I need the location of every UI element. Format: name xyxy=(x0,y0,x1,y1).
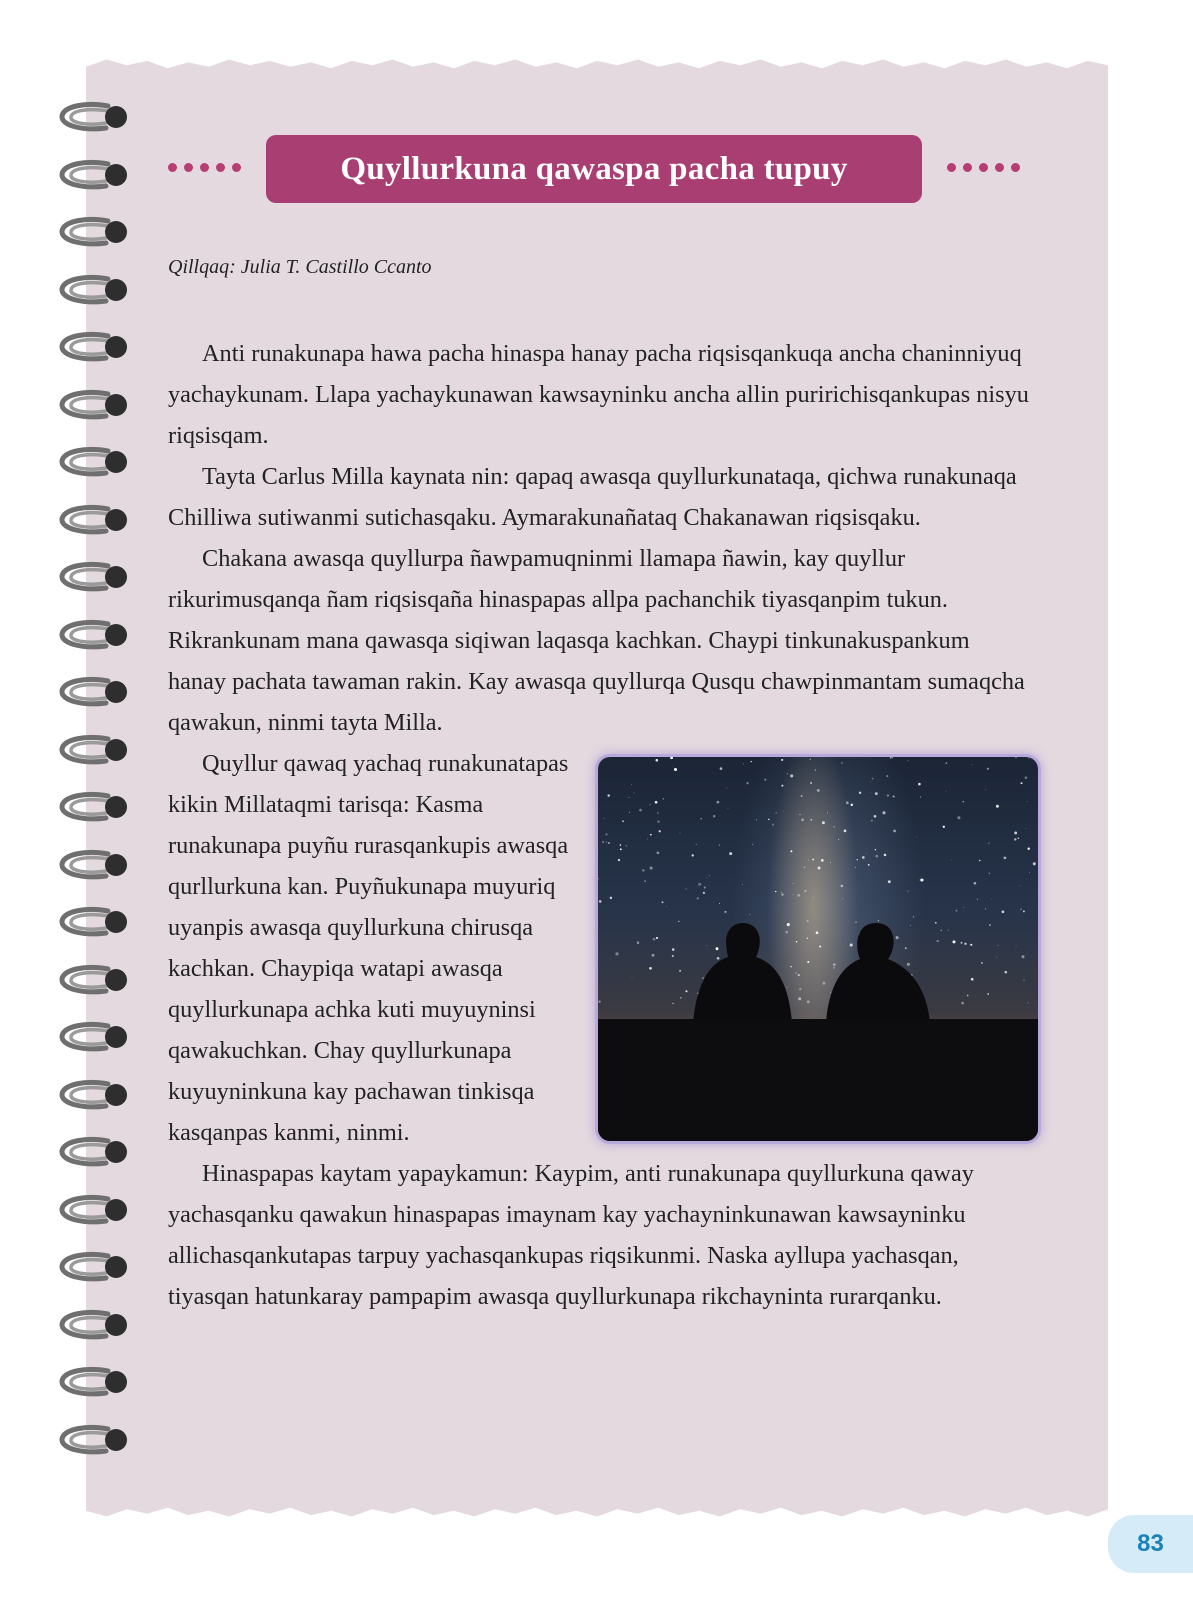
star xyxy=(868,864,870,866)
star xyxy=(649,804,650,805)
star xyxy=(804,866,806,868)
star xyxy=(663,798,664,799)
star xyxy=(793,894,794,895)
star xyxy=(945,791,946,792)
star xyxy=(870,792,871,793)
star xyxy=(781,892,782,893)
star xyxy=(996,957,997,958)
star xyxy=(908,760,909,761)
star xyxy=(795,972,797,974)
star xyxy=(971,978,974,981)
spiral-ring-icon xyxy=(56,1018,136,1058)
star xyxy=(872,778,874,780)
star xyxy=(1014,838,1016,840)
star xyxy=(680,997,681,998)
star xyxy=(830,862,831,863)
star xyxy=(702,977,704,979)
star xyxy=(773,828,774,829)
star xyxy=(913,916,914,917)
star xyxy=(622,820,624,822)
star xyxy=(685,990,687,992)
star xyxy=(720,767,723,770)
star xyxy=(768,819,769,820)
star xyxy=(974,882,977,885)
star xyxy=(815,769,816,770)
star xyxy=(674,768,677,771)
star xyxy=(807,1000,810,1003)
star xyxy=(598,878,599,880)
star xyxy=(729,852,732,855)
spiral-ring-icon xyxy=(56,1363,136,1403)
star xyxy=(957,816,960,819)
star xyxy=(703,892,705,894)
spiral-ring-icon xyxy=(56,1248,136,1288)
star xyxy=(775,812,777,814)
author-line: Qillqaq: Julia T. Castillo Ccanto xyxy=(168,256,432,278)
paragraph: Hinaspapas kaytam yapaykamun: Kaypim, anti runakunapa quyllurkuna qaway yachasqanku qawakun hinaspapas imaynam kay yachayninkunawan kawsayninku allichasqankutapas tarpuy yachasqankupas riqsikunmi. Naska ayllupa yachasqan, tiyasqan hatunkaray pampapim awasqa quyllurkunapa rikchayninta rurarqanku. xyxy=(168,1160,974,1310)
star xyxy=(1025,828,1026,829)
title-dots-left xyxy=(168,163,241,175)
star xyxy=(964,943,966,945)
star xyxy=(1002,910,1005,913)
star xyxy=(801,795,803,797)
star xyxy=(696,844,697,845)
star xyxy=(887,794,889,796)
star xyxy=(781,785,783,787)
star xyxy=(920,878,923,881)
star xyxy=(657,820,659,822)
star xyxy=(685,888,686,889)
star xyxy=(967,995,969,997)
spiral-ring-icon xyxy=(56,386,136,426)
star xyxy=(850,944,853,947)
star xyxy=(963,907,964,908)
star xyxy=(790,966,792,968)
star xyxy=(796,941,797,942)
star xyxy=(790,774,793,777)
star xyxy=(751,761,752,762)
star xyxy=(807,961,809,963)
paragraph: Quyllur qawaq yachaq runakunatapas kikin Millataqmi tarisqa: Kasma runakunapa puyñu rurasqankupis awasqa qurllurkuna kan. Puyñukunapa muyuriq uyanpis awasqa quyllurkuna chirusqa kachkan. Chaypiqa watapi awasqa quyllurkunapa achka kuti muyuyninsi qawakuchkan. Chay quyllurkunapa kuyuyninkuna kay pachawan tinkisqa kasqanpas kanmi, ninmi. xyxy=(168,750,569,1146)
star xyxy=(726,787,727,788)
star xyxy=(670,757,673,759)
star xyxy=(607,794,609,796)
star xyxy=(781,759,783,761)
star xyxy=(875,855,878,858)
star xyxy=(717,957,720,960)
star xyxy=(629,812,630,813)
star xyxy=(862,856,865,859)
star xyxy=(807,938,808,939)
star xyxy=(1027,1002,1028,1003)
star xyxy=(945,762,947,764)
star xyxy=(851,804,853,806)
paragraph: Chakana awasqa quyllurpa ñawpamuqninmi llamapa ñawin, kay quyllur rikurimusqanqa ñam riqsisqaña hinaspapas allpa pachanchik tiyasqanpim tukun. Rikrankunam mana qawasqa siqiwan laqasqa kachkan. Chaypi tinkunakuspankum hanay pachata tawaman rakin. Kay awasqa quyllurqa Qusqu chawpinmantam sumaqcha qawakun, ninmi tayta Milla. xyxy=(168,545,1025,736)
star xyxy=(948,930,949,931)
star xyxy=(893,795,895,797)
star xyxy=(985,789,986,790)
star xyxy=(1014,831,1017,834)
star xyxy=(1020,909,1021,910)
star xyxy=(910,925,911,926)
star xyxy=(672,766,673,767)
star xyxy=(606,842,607,843)
star xyxy=(807,920,809,922)
spiral-ring-icon xyxy=(56,788,136,828)
star xyxy=(752,844,753,845)
star xyxy=(920,797,921,798)
star xyxy=(810,759,811,760)
star xyxy=(870,781,871,782)
star xyxy=(598,1000,600,1002)
star xyxy=(652,954,655,957)
star xyxy=(785,931,788,934)
star xyxy=(813,897,814,898)
star xyxy=(998,945,999,946)
star xyxy=(620,844,622,846)
star xyxy=(1016,946,1017,947)
star xyxy=(918,783,921,786)
star xyxy=(704,886,706,888)
star xyxy=(838,839,839,840)
star xyxy=(602,841,604,843)
star xyxy=(650,834,652,836)
star xyxy=(797,894,800,897)
star xyxy=(907,963,910,966)
star xyxy=(979,860,981,862)
star xyxy=(972,764,973,765)
star xyxy=(1004,857,1007,860)
star xyxy=(833,826,835,828)
star xyxy=(650,867,653,870)
star xyxy=(657,812,659,814)
star xyxy=(810,782,812,784)
star xyxy=(633,793,634,794)
star xyxy=(599,900,602,903)
star xyxy=(631,784,632,785)
star xyxy=(799,814,800,815)
person-silhouette-right xyxy=(826,923,930,1022)
star xyxy=(1017,837,1019,839)
star xyxy=(846,801,849,804)
star xyxy=(672,955,674,957)
spiral-ring-icon xyxy=(56,673,136,713)
star xyxy=(659,830,661,832)
star xyxy=(1021,955,1024,958)
star xyxy=(963,801,965,803)
star xyxy=(713,815,716,818)
star xyxy=(1021,782,1023,784)
star xyxy=(786,987,787,988)
star xyxy=(875,849,876,850)
star xyxy=(893,830,896,833)
star xyxy=(842,898,843,899)
story-body xyxy=(168,333,1030,1317)
star xyxy=(951,860,952,861)
star xyxy=(991,899,992,900)
star xyxy=(709,875,710,876)
star xyxy=(810,819,812,821)
star xyxy=(892,757,893,758)
star xyxy=(1028,758,1029,759)
star xyxy=(886,775,888,777)
star xyxy=(716,947,719,950)
star xyxy=(798,997,801,1000)
spiral-binding xyxy=(56,98,136,1488)
star xyxy=(953,940,956,943)
spiral-ring-icon xyxy=(56,1191,136,1231)
star xyxy=(827,812,828,813)
star xyxy=(764,779,766,781)
star xyxy=(793,883,794,884)
star xyxy=(833,967,834,968)
star xyxy=(610,897,612,899)
star xyxy=(871,820,873,822)
title-dots-right xyxy=(947,163,1020,175)
star xyxy=(830,992,831,993)
star xyxy=(818,867,821,870)
star xyxy=(698,883,701,886)
star xyxy=(908,891,909,892)
spiral-ring-icon xyxy=(56,271,136,311)
star xyxy=(905,947,907,949)
star xyxy=(680,833,681,834)
star xyxy=(1015,757,1016,758)
page-title: Quyllurkuna qawaspa pacha tupuy xyxy=(340,150,848,187)
star xyxy=(833,963,836,966)
paragraph: Anti runakunapa hawa pacha hinaspa hanay pacha riqsisqankuqa ancha chaninniyuq yachaykunam. Llapa yachaykunawan kawsayninku ancha allin puririchisqankupas nisyu riqsisqam. xyxy=(168,340,1029,449)
star xyxy=(649,967,652,970)
star xyxy=(841,885,844,888)
spiral-ring-icon xyxy=(56,156,136,196)
star xyxy=(801,818,804,821)
star xyxy=(639,809,642,812)
spiral-ring-icon xyxy=(56,1133,136,1173)
star xyxy=(1023,980,1024,981)
star xyxy=(798,974,800,976)
star xyxy=(1025,776,1028,779)
star xyxy=(672,1003,674,1005)
star xyxy=(692,854,694,856)
star xyxy=(888,880,891,883)
spiral-ring-icon xyxy=(56,501,136,541)
star xyxy=(961,1002,964,1005)
star xyxy=(724,911,726,913)
paragraph: Tayta Carlus Milla kaynata nin: qapaq awasqa quyllurkunataqa, qichwa runakunaqa Chilliwa sutiwanmi sutichasqaku. Aymarakunañataq Chakanawan riqsisqaku. xyxy=(168,463,1017,531)
star xyxy=(989,873,991,875)
star xyxy=(822,982,825,985)
star xyxy=(632,977,633,978)
star xyxy=(884,854,887,857)
spiral-ring-icon xyxy=(56,98,136,138)
spiral-ring-icon xyxy=(56,1076,136,1116)
star xyxy=(890,757,892,759)
star xyxy=(955,910,957,912)
title-box xyxy=(266,135,922,203)
star xyxy=(642,869,645,872)
star xyxy=(772,824,774,826)
spiral-ring-icon xyxy=(56,616,136,656)
star xyxy=(866,853,867,854)
star xyxy=(977,899,978,900)
star xyxy=(743,764,744,765)
spiral-ring-icon xyxy=(56,328,136,368)
star xyxy=(719,903,720,904)
star xyxy=(717,801,720,804)
star xyxy=(799,988,801,990)
star xyxy=(987,768,989,770)
star xyxy=(937,940,939,942)
star xyxy=(742,884,743,885)
star xyxy=(679,970,681,972)
star xyxy=(746,782,748,784)
star xyxy=(855,867,856,868)
star xyxy=(662,901,664,903)
star xyxy=(817,789,820,792)
star xyxy=(812,859,814,861)
star xyxy=(697,897,699,899)
star xyxy=(855,921,857,923)
star xyxy=(706,945,707,946)
spiral-ring-icon xyxy=(56,961,136,1001)
star xyxy=(808,860,809,861)
star xyxy=(1023,910,1025,912)
star xyxy=(882,811,885,814)
star xyxy=(1033,862,1036,865)
spiral-ring-icon xyxy=(56,558,136,598)
spiral-ring-icon xyxy=(56,1421,136,1461)
star xyxy=(1026,801,1027,802)
star xyxy=(970,944,972,946)
star xyxy=(857,859,858,860)
star xyxy=(707,877,708,878)
star xyxy=(615,952,618,955)
star xyxy=(822,821,825,824)
spiral-ring-icon xyxy=(56,846,136,886)
star xyxy=(874,815,877,818)
star xyxy=(719,844,720,845)
star xyxy=(804,890,806,892)
star xyxy=(787,923,790,926)
star xyxy=(996,805,999,808)
spiral-ring-icon xyxy=(56,731,136,771)
night-sky-photo xyxy=(598,757,1038,1141)
star xyxy=(875,792,878,795)
star xyxy=(656,759,659,762)
spiral-ring-icon xyxy=(56,213,136,253)
star xyxy=(844,830,847,833)
star xyxy=(981,962,983,964)
star xyxy=(917,837,918,838)
star xyxy=(603,818,604,819)
star xyxy=(1027,848,1029,850)
star xyxy=(816,931,819,934)
star xyxy=(943,826,945,828)
star xyxy=(988,842,989,843)
star xyxy=(859,792,861,794)
star xyxy=(878,920,879,921)
star xyxy=(1005,971,1008,974)
star xyxy=(637,941,640,944)
star xyxy=(618,859,620,861)
star xyxy=(608,842,610,844)
star xyxy=(656,937,658,939)
star xyxy=(987,993,989,995)
spiral-ring-icon xyxy=(56,1306,136,1346)
star xyxy=(629,797,630,798)
star xyxy=(821,859,824,862)
star xyxy=(1020,885,1021,886)
star xyxy=(961,942,963,944)
star xyxy=(775,891,777,893)
star xyxy=(896,936,899,939)
star xyxy=(790,850,792,852)
spiral-ring-icon xyxy=(56,903,136,943)
star xyxy=(644,880,646,882)
star xyxy=(620,848,622,850)
spiral-ring-icon xyxy=(56,443,136,483)
star xyxy=(787,773,788,774)
star xyxy=(985,908,986,909)
person-silhouette-left xyxy=(693,923,792,1022)
star xyxy=(749,914,750,915)
star xyxy=(1029,872,1030,873)
star xyxy=(647,839,648,840)
star xyxy=(626,845,627,846)
star xyxy=(672,948,675,951)
star xyxy=(655,801,658,804)
star xyxy=(728,808,729,809)
star xyxy=(886,759,887,760)
star xyxy=(941,930,942,931)
star xyxy=(653,938,656,941)
star xyxy=(841,762,842,763)
star xyxy=(781,893,783,895)
star xyxy=(989,924,991,926)
star xyxy=(819,946,821,948)
page-number: 83 xyxy=(1108,1515,1193,1573)
star xyxy=(657,851,660,854)
star xyxy=(678,921,679,922)
star xyxy=(935,922,937,924)
title-banner xyxy=(168,135,1020,203)
star xyxy=(605,833,607,835)
star xyxy=(756,819,757,820)
star xyxy=(700,818,702,820)
star xyxy=(666,906,667,907)
